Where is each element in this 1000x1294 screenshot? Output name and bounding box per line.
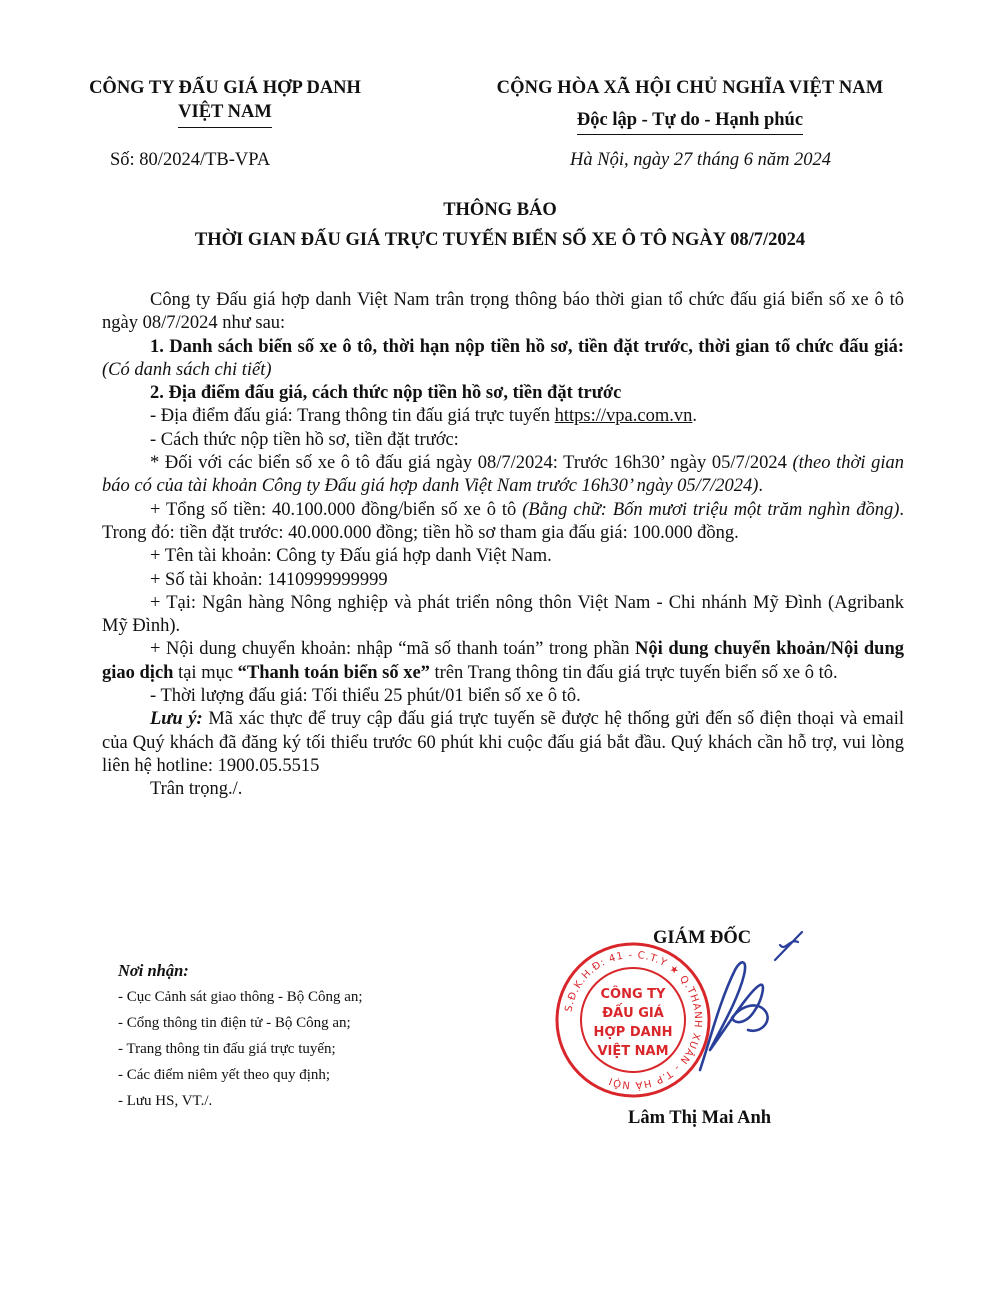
- deadline-text: * Đối với các biển số xe ô tô đấu giá ngày 08/7/2024: Trước 16h30’ ngày 05/7/2024: [150, 453, 787, 474]
- handwritten-signature: [640, 930, 810, 1080]
- issuer-header: [60, 76, 390, 128]
- stamp-line2: ĐẤU GIÁ: [602, 1006, 664, 1021]
- stamp-line4: VIỆT NAM: [597, 1044, 669, 1059]
- transfer-content: [102, 638, 904, 685]
- section-1-heading: 1. Danh sách biển số xe ô tô, thời hạn nộp tiền hồ sơ, tiền đặt trước, thời gian tổ chức đấu giá:: [150, 336, 904, 357]
- section-1: [102, 336, 904, 383]
- transfer-content-a: + Nội dung chuyển khoản: nhập “mã số thanh toán” trong phần: [150, 639, 630, 660]
- location-end: .: [692, 406, 697, 427]
- payment-method: - Cách thức nộp tiền hồ sơ, tiền đặt trước:: [150, 429, 459, 450]
- national-header: [455, 76, 925, 135]
- intro-paragraph: Công ty Đấu giá hợp danh Việt Nam trân trọng thông báo thời gian tổ chức đấu giá biển số xe ô tô ngày 08/7/2024 như sau:: [102, 290, 904, 334]
- total-in-words: (Bằng chữ: Bốn mươi triệu một trăm nghìn đồng): [522, 499, 900, 520]
- recipient-item: - Các điểm niêm yết theo quy định;: [118, 1067, 331, 1083]
- signer-title: GIÁM ĐỐC: [653, 928, 752, 948]
- national-motto: Độc lập - Tự do - Hạnh phúc: [577, 110, 803, 135]
- stamp-ring-text: S.Đ.K.H.Đ: 41 - C.T.Y ★ Q.THANH XUÂN - T.P HÀ NỘI: [563, 949, 704, 1091]
- location-paragraph: [102, 405, 904, 428]
- transfer-content-d: “Thanh toán biển số xe”: [237, 662, 430, 683]
- stamp-line3: HỢP DANH: [593, 1025, 673, 1040]
- document-number: Số: 80/2024/TB-VPA: [110, 150, 271, 170]
- place-date: Hà Nội, ngày 27 tháng 6 năm 2024: [570, 150, 832, 170]
- document-type: THÔNG BÁO: [443, 200, 557, 220]
- issuer-name-line1: CÔNG TY ĐẤU GIÁ HỢP DANH: [89, 78, 361, 98]
- bank-info: + Tại: Ngân hàng Nông nghiệp và phát triển nông thôn Việt Nam - Chi nhánh Mỹ Đình (Agribank Mỹ Đình).: [102, 592, 904, 637]
- signer-name: Lâm Thị Mai Anh: [628, 1108, 772, 1128]
- auction-duration: - Thời lượng đấu giá: Tối thiểu 25 phút/01 biển số xe ô tô.: [150, 686, 581, 707]
- total-text: + Tổng số tiền: 40.100.000 đồng/biển số xe ô tô: [150, 499, 517, 520]
- recipient-item: - Trang thông tin đấu giá trực tuyến;: [118, 1041, 336, 1057]
- document-title: THỜI GIAN ĐẤU GIÁ TRỰC TUYẾN BIỂN SỐ XE Ô TÔ NGÀY 08/7/2024: [194, 230, 806, 250]
- website-link[interactable]: https://vpa.com.vn: [554, 406, 693, 427]
- deadline-end: .: [758, 476, 763, 497]
- issuer-name-line2: VIỆT NAM: [178, 100, 272, 128]
- note-text: Mã xác thực để truy cập đấu giá trực tuyến sẽ được hệ thống gửi đến số điện thoại và email của Quý khách đã đăng ký tối thiểu trước 60 phút khi cuộc đấu giá bắt đầu. Quý khách cần hỗ trợ, vui lòng liên hệ hotline: 1900.05.5515: [102, 709, 905, 776]
- recipients-title: Nơi nhận:: [118, 961, 189, 980]
- recipients-block: [118, 958, 363, 1114]
- transfer-content-e: trên Trang thông tin đấu giá trực tuyến biển số xe ô tô.: [434, 662, 838, 683]
- section-1-note: (Có danh sách chi tiết): [102, 359, 272, 380]
- note-paragraph: [102, 708, 904, 778]
- total-breakdown: . Trong đó: tiền đặt trước: 40.000.000 đồng; tiền hồ sơ tham gia đấu giá: 100.000 đồng.: [102, 499, 904, 543]
- section-2-heading: 2. Địa điểm đấu giá, cách thức nộp tiền hồ sơ, tiền đặt trước: [150, 383, 622, 404]
- total-paragraph: [102, 499, 904, 546]
- account-name: + Tên tài khoản: Công ty Đấu giá hợp danh Việt Nam.: [150, 546, 552, 567]
- note-label: Lưu ý:: [150, 709, 203, 730]
- recipient-item: - Cổng thông tin điện tử - Bộ Công an;: [118, 1015, 351, 1031]
- recipient-item: - Cục Cảnh sát giao thông - Bộ Công an;: [118, 989, 363, 1005]
- location-text: - Địa điểm đấu giá: Trang thông tin đấu giá trực tuyến: [150, 406, 550, 427]
- stamp-line1: CÔNG TY: [600, 987, 666, 1002]
- deadline-paragraph: [102, 452, 904, 499]
- recipient-item: - Lưu HS, VT./.: [118, 1093, 213, 1109]
- transfer-content-c: tại mục: [178, 662, 234, 683]
- closing: Trân trọng./.: [150, 779, 243, 800]
- nation-title: CỘNG HÒA XÃ HỘI CHỦ NGHĨA VIỆT NAM: [496, 78, 884, 98]
- account-number: + Số tài khoản: 1410999999999: [150, 569, 388, 590]
- document-body: [102, 289, 904, 802]
- transfer-content-b: Nội dung chuyển khoản/Nội dung giao dịch: [102, 639, 905, 683]
- deadline-note: (theo thời gian báo có của tài khoản Công ty Đấu giá hợp danh Việt Nam trước 16h30’ ngày 05/7/2024): [102, 453, 904, 497]
